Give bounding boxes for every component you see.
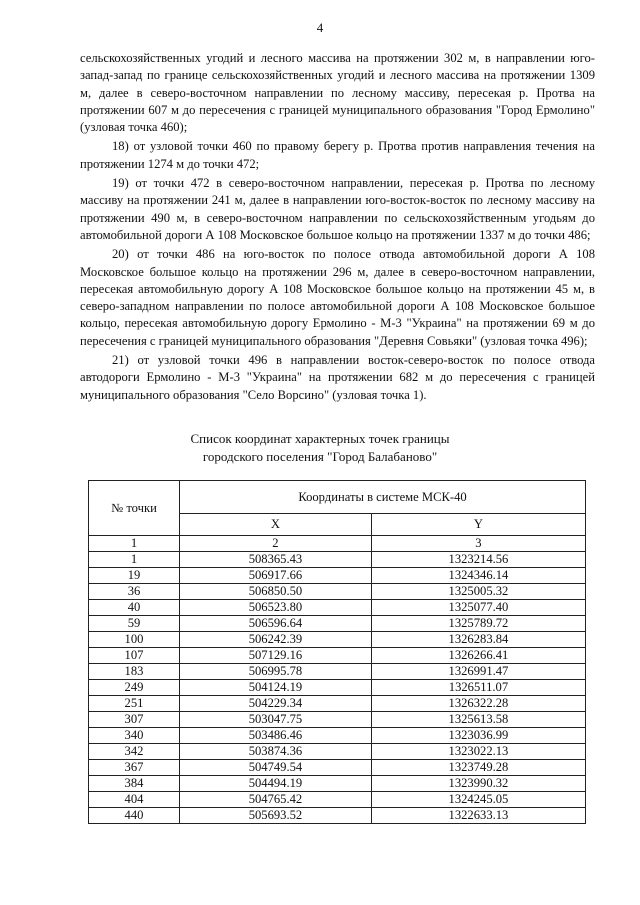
y-coordinate-cell: 1326991.47 [371, 664, 585, 680]
point-number-cell: 183 [89, 664, 180, 680]
table-row [89, 792, 586, 808]
point-number-cell: 36 [89, 584, 180, 600]
point-number-cell: 251 [89, 696, 180, 712]
table-row [89, 600, 586, 616]
coordinates-table [88, 480, 586, 824]
table-row [89, 760, 586, 776]
point-number-cell: 19 [89, 568, 180, 584]
column-numbering-row [89, 536, 586, 552]
paragraph-18: 18) от узловой точки 460 по правому берегу р. Протва против направления течения на протяжении 1274 м до точки 472; [80, 139, 595, 171]
x-coordinate-cell: 503486.46 [180, 728, 372, 744]
header-coordinate-system: Координаты в системе МСК-40 [180, 481, 586, 514]
list-title-line-2: городского поселения "Город Балабаново" [202, 449, 438, 464]
x-coordinate-cell: 506850.50 [180, 584, 372, 600]
y-coordinate-cell: 1326283.84 [371, 632, 585, 648]
table-row [89, 648, 586, 664]
x-coordinate-cell: 506995.78 [180, 664, 372, 680]
x-coordinate-cell: 507129.16 [180, 648, 372, 664]
x-coordinate-cell: 503874.36 [180, 744, 372, 760]
paragraph-continuation: сельскохозяйственных угодий и лесного массива на протяжении 302 м, в направлении юго-запад-запад по границе сельскохозяйственных угодий и лесного массива на протяжении 1309 м, далее в северо-восточном направлении по лесному массиву, пересекая р. Протва на протяжении 607 м до пересечения с границей муниципального образования "Город Ермолино" (узловая точка 460); [80, 51, 595, 135]
column-number: 2 [180, 536, 372, 552]
header-x: X [180, 514, 372, 536]
table-row [89, 632, 586, 648]
column-number: 3 [371, 536, 585, 552]
y-coordinate-cell: 1324245.05 [371, 792, 585, 808]
y-coordinate-cell: 1325005.32 [371, 584, 585, 600]
paragraph-19: 19) от точки 472 в северо-восточном направлении, пересекая р. Протва по лесному массиву на протяжении 241 м, далее в направлении юго-восток-восток по лесному массиву на протяжении 490 м, в северо-восточном направлении по сельскохозяйственным угодьям до автомобильной дороги А 108 Московское большое кольцо на протяжении 1337 м до точки 486; [80, 176, 595, 242]
y-coordinate-cell: 1322633.13 [371, 808, 585, 824]
y-coordinate-cell: 1323990.32 [371, 776, 585, 792]
column-number: 1 [89, 536, 180, 552]
x-coordinate-cell: 504494.19 [180, 776, 372, 792]
point-number-cell: 342 [89, 744, 180, 760]
x-coordinate-cell: 504765.42 [180, 792, 372, 808]
page-number: 4 [316, 20, 324, 35]
coordinates-table-body [89, 552, 586, 824]
table-row [89, 696, 586, 712]
point-number-cell: 100 [89, 632, 180, 648]
paragraph-20: 20) от точки 486 на юго-восток по полосе отвода автомобильной дороги А 108 Московское большое кольцо на протяжении 296 м, далее в северо-восточном направлении, пересекая автомобильную дорогу А 108 Московское большое кольцо на протяжении 45 м, в северо-западном направлении по полосе автомобильной дороги А 108 Московское большое кольцо, пересекая автомобильную дорогу Ермолино - М-3 "Украина" на протяжении 69 м до пересечения с границей муниципального образования "Деревня Совьяки" (узловая точка 496); [80, 247, 595, 348]
table-row [89, 552, 586, 568]
x-coordinate-cell: 503047.75 [180, 712, 372, 728]
point-number-cell: 40 [89, 600, 180, 616]
point-number-cell: 340 [89, 728, 180, 744]
table-row [89, 712, 586, 728]
point-number-cell: 367 [89, 760, 180, 776]
point-number-cell: 384 [89, 776, 180, 792]
table-row [89, 616, 586, 632]
paragraph-21: 21) от узловой точки 496 в направлении восток-северо-восток по полосе отвода автодороги Ермолино - М-3 "Украина" на протяжении 682 м до пересечения с границей муниципального образования "Село Ворсино" (узловая точка 1). [80, 353, 595, 402]
table-row [89, 808, 586, 824]
y-coordinate-cell: 1325613.58 [371, 712, 585, 728]
table-row [89, 728, 586, 744]
boundary-description [80, 50, 595, 406]
y-coordinate-cell: 1326322.28 [371, 696, 585, 712]
y-coordinate-cell: 1325077.40 [371, 600, 585, 616]
x-coordinate-cell: 505693.52 [180, 808, 372, 824]
point-number-cell: 307 [89, 712, 180, 728]
point-number-cell: 59 [89, 616, 180, 632]
y-coordinate-cell: 1323749.28 [371, 760, 585, 776]
header-y: Y [371, 514, 585, 536]
y-coordinate-cell: 1324346.14 [371, 568, 585, 584]
point-number-cell: 1 [89, 552, 180, 568]
x-coordinate-cell: 508365.43 [180, 552, 372, 568]
table-row [89, 680, 586, 696]
x-coordinate-cell: 506242.39 [180, 632, 372, 648]
point-number-cell: 404 [89, 792, 180, 808]
y-coordinate-cell: 1325789.72 [371, 616, 585, 632]
point-number-cell: 249 [89, 680, 180, 696]
point-number-cell: 107 [89, 648, 180, 664]
table-row [89, 584, 586, 600]
x-coordinate-cell: 504229.34 [180, 696, 372, 712]
table-row [89, 664, 586, 680]
coordinates-list-title [0, 430, 640, 466]
x-coordinate-cell: 504749.54 [180, 760, 372, 776]
y-coordinate-cell: 1323214.56 [371, 552, 585, 568]
point-number-cell: 440 [89, 808, 180, 824]
header-point-number: № точки [89, 481, 180, 536]
y-coordinate-cell: 1323036.99 [371, 728, 585, 744]
y-coordinate-cell: 1326266.41 [371, 648, 585, 664]
table-row [89, 744, 586, 760]
x-coordinate-cell: 506917.66 [180, 568, 372, 584]
x-coordinate-cell: 506523.80 [180, 600, 372, 616]
table-row [89, 568, 586, 584]
x-coordinate-cell: 506596.64 [180, 616, 372, 632]
list-title-line-1: Список координат характерных точек границы [190, 431, 450, 446]
x-coordinate-cell: 504124.19 [180, 680, 372, 696]
y-coordinate-cell: 1323022.13 [371, 744, 585, 760]
y-coordinate-cell: 1326511.07 [371, 680, 585, 696]
table-row [89, 776, 586, 792]
